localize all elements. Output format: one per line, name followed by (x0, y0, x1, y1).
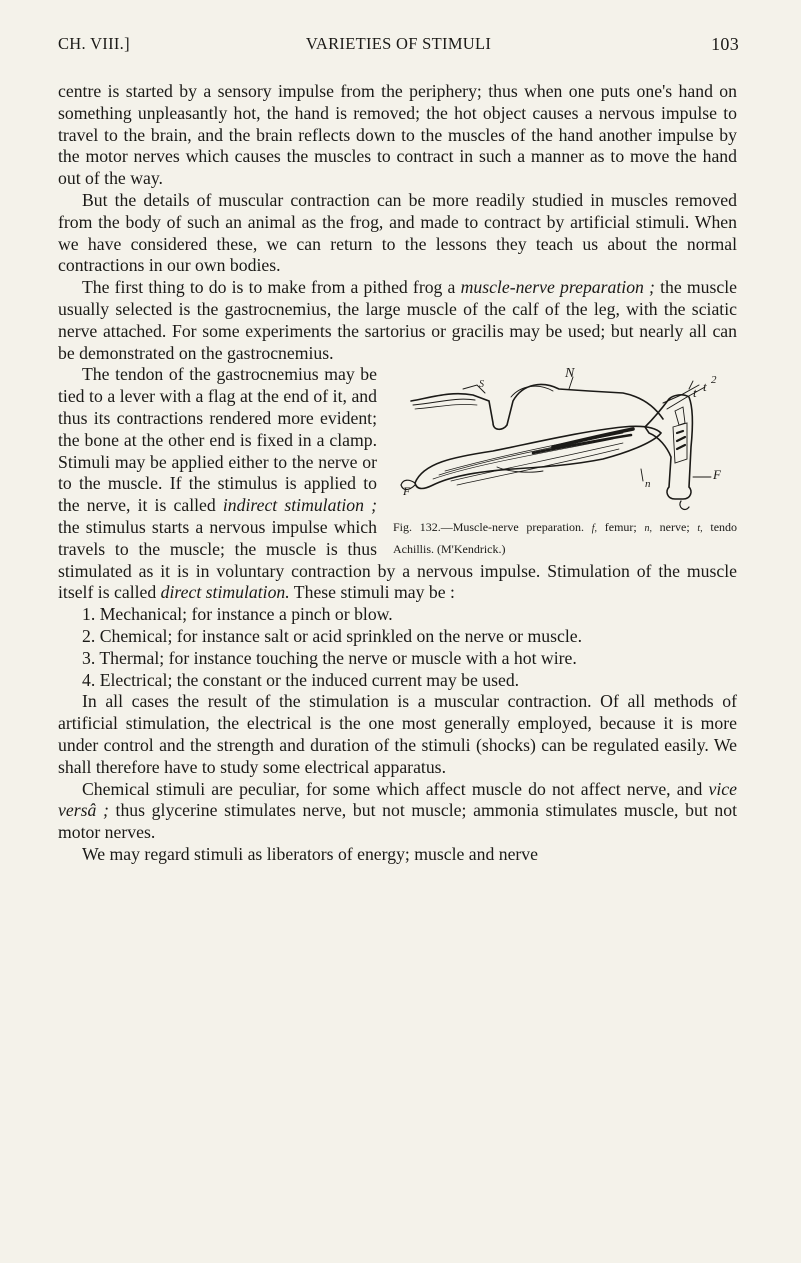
running-title: VARIETIES OF STIMULI (305, 34, 492, 53)
paragraph-4-text-b: the stimulus starts a nervous impulse which travels to the muscle; the muscle is thus stimulated as it is in voluntary contraction by a nervous impulse. Stimulation of the muscle itself is called (58, 516, 737, 603)
label-superscript-2: 2 (711, 374, 717, 387)
figure-132 (393, 367, 737, 555)
paragraph-3 (58, 277, 737, 364)
label-t2: t (703, 379, 707, 395)
page-number: 103 (711, 34, 739, 54)
label-t1: t (693, 385, 697, 401)
caption-nerve: nerve; (651, 520, 690, 535)
caption-key-n: n, (644, 523, 652, 535)
list-item-thermal: 3. Thermal; for instance touching the nerve or muscle with a hot wire. (82, 647, 577, 668)
list-item-mechanical: 1. Mechanical; for instance a pinch or blow. (82, 604, 393, 625)
caption-key-t: t, (697, 523, 703, 535)
paragraph-5: In all cases the result of the stimulation is a muscular contraction. Of all methods of artificial stimulation, the electrical is the one most generally employed, because it is more under control and the strength and duration of the stimuli (shocks) can be regulated easily. We shall therefore have to study some electrical apparatus. (58, 691, 737, 777)
label-f-left: F (403, 484, 411, 499)
term-vice-versa: vice versâ ; (58, 778, 737, 821)
muscle-nerve-preparation-diagram (393, 367, 737, 515)
label-f-right: F (713, 467, 721, 483)
caption-femur: femur; (597, 520, 637, 535)
term-muscle-nerve-preparation: muscle-nerve preparation ; (460, 277, 655, 298)
paragraph-1: centre is started by a sensory impulse from the periphery; thus when one puts one's hand on something unpleasantly hot, the hand is removed; the hot object causes a nervous impulse to travel to the brain, and the brain reflects down to the muscles of the hand another impulse by the motor nerves which causes the muscles to contract in such a manner as to move the hand out of the way. (58, 81, 737, 189)
paragraph-6-text-a: Chemical stimuli are peculiar, for some which affect muscle do not affect nerve, and (82, 778, 709, 799)
caption-fig-number: Fig. 132. (393, 520, 441, 535)
term-indirect-stimulation: indirect stimulation ; (222, 495, 377, 516)
figure-caption (393, 520, 737, 556)
caption-key-f: f, (591, 523, 598, 535)
paragraph-2: But the details of muscular contraction can be more readily studied in muscles removed from the body of such an animal as the frog, and made to contract by artificial stimuli. When we have considered these, we can return to the lessons they teach us about the normal contractions in our own bodies. (58, 189, 737, 276)
paragraph-3-text-a: The first thing to do is to make from a pithed frog a (82, 277, 461, 298)
running-header (58, 34, 739, 58)
term-direct-stimulation: direct stimulation. (160, 582, 290, 603)
chapter-label: CH. VIII.] (58, 34, 130, 53)
paragraph-6-text-b: thus glycerine stimulates nerve, but not muscle; ammonia stimulates muscle, but not motor nerves. (58, 800, 738, 843)
label-n-top: N (565, 367, 575, 382)
paragraph-4-text-c: These stimuli may be : (289, 582, 455, 603)
list-item-chemical: 2. Chemical; for instance salt or acid sprinkled on the nerve or muscle. (82, 625, 583, 646)
body-text (58, 81, 737, 866)
paragraph-4-text-a: The tendon of the gastrocnemius may be tied to a lever with a flag at the end of it, and thus its contractions rendered more evident; the bone at the other end is fixed in a clamp. Stimuli may be applied either to the nerve or to the muscle. If the stimulus is applied to the nerve, it is called (58, 364, 377, 516)
caption-tendo: tendo Achillis. (M'Kendrick.) (393, 520, 738, 557)
label-n-small: n (645, 478, 651, 491)
paragraph-4 (58, 364, 737, 604)
label-s: S (479, 379, 484, 391)
list-item-electrical: 4. Electrical; the constant or the induced current may be used. (82, 669, 520, 690)
paragraph-3-text-b: the muscle usually selected is the gastrocnemius, the large muscle of the calf of the leg, with the sciatic nerve attached. For some experiments the sartorius or gracilis may be used; but nearly all can be demonstrated on the gastrocnemius. (58, 277, 737, 363)
paragraph-7: We may regard stimuli as liberators of energy; muscle and nerve (82, 843, 539, 864)
caption-title: —Muscle-nerve preparation. (440, 520, 585, 535)
paragraph-6 (58, 779, 737, 844)
